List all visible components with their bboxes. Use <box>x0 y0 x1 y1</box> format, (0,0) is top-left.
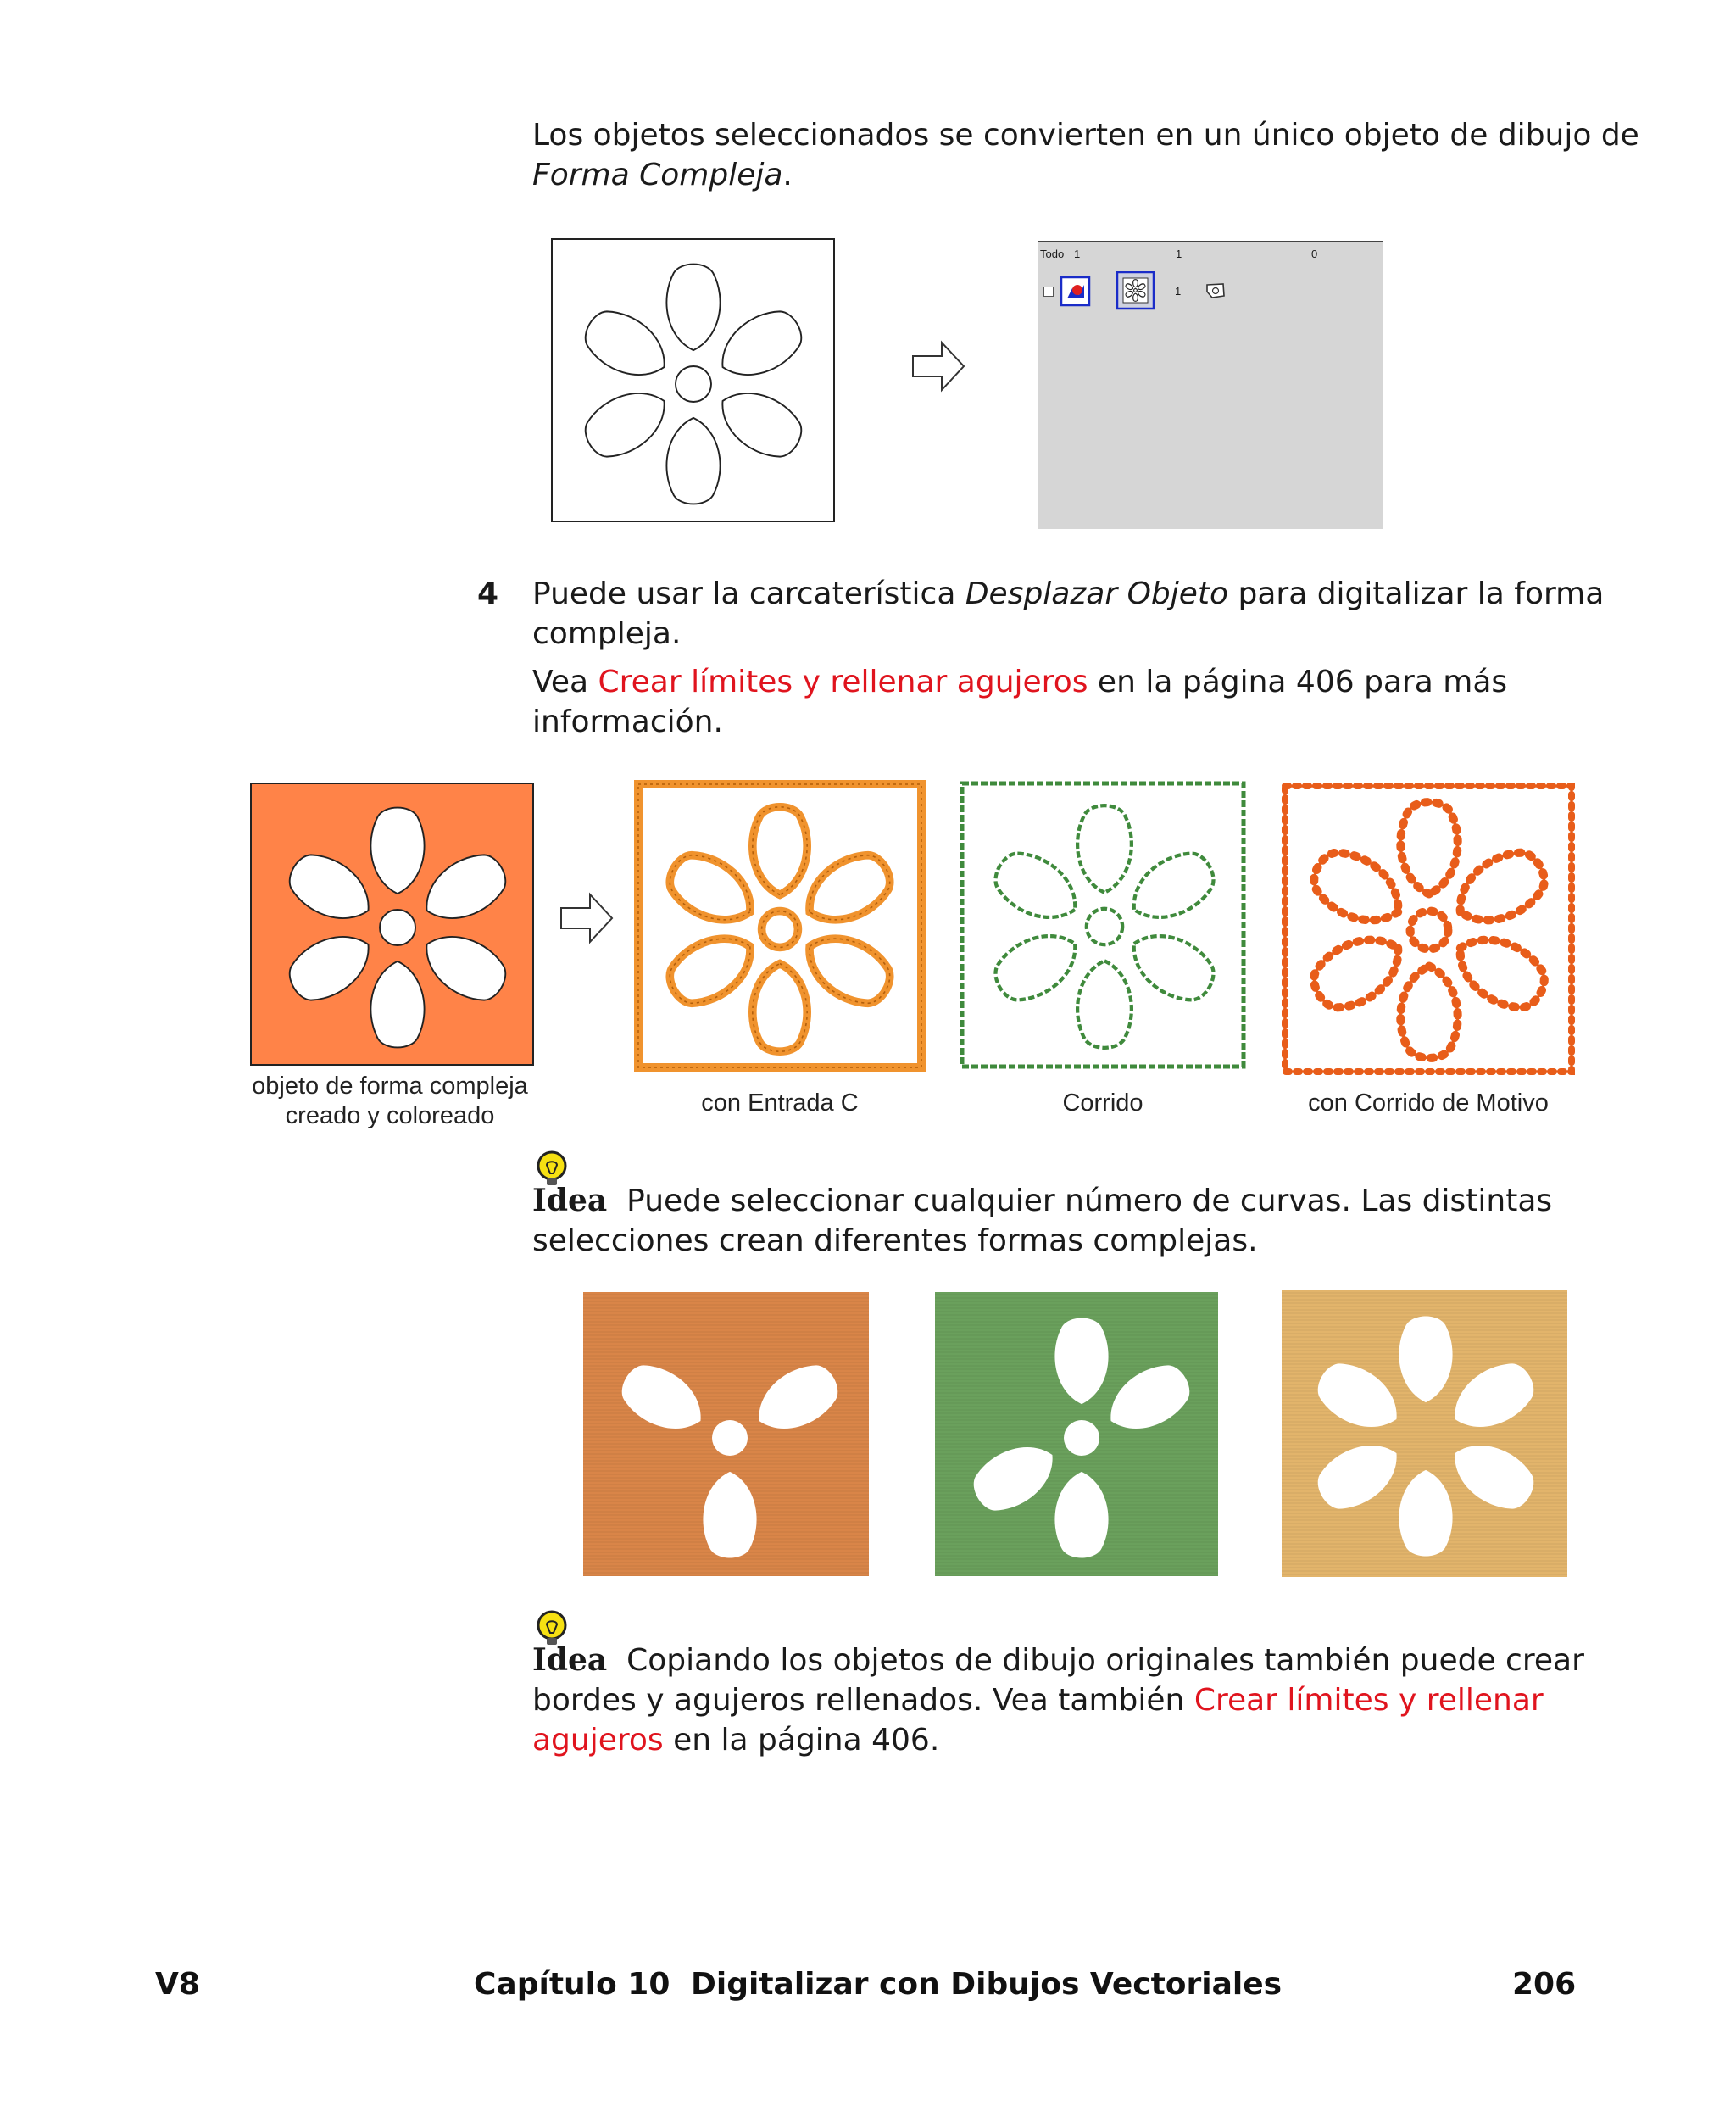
outline-flower-figure <box>551 238 836 523</box>
caption-complex-line-2: creado y coloreado <box>285 1102 495 1129</box>
shape-type-icon <box>1205 281 1227 300</box>
crear-limites-link-2[interactable]: Crear límites y rellenar <box>1194 1683 1544 1718</box>
footer-version: V8 <box>155 1967 200 2002</box>
complex-shape-term: Forma Compleja <box>532 158 783 192</box>
caption-complex-line-1: objeto de forma compleja <box>252 1072 528 1100</box>
footer-chapter: Capítulo 10 <box>474 1967 670 2002</box>
tip2-text-3: en la página 406. <box>663 1723 940 1758</box>
group-icon[interactable] <box>1060 276 1091 307</box>
panel-header-label: Todo <box>1040 248 1065 260</box>
tile-four-petals <box>935 1292 1218 1576</box>
step4-text-a: Puede usar la carcaterística <box>532 577 965 611</box>
tip2-text-1: Copiando los objetos de dibujo originales también puede crear <box>626 1643 1584 1678</box>
panel-header-col2: 1 <box>1176 248 1182 260</box>
caption-motif-run: con Corrido de Motivo <box>1308 1089 1549 1117</box>
tile-six-petals <box>1282 1290 1567 1577</box>
move-object-term: Desplazar Objeto <box>965 577 1229 611</box>
expand-checkbox[interactable] <box>1043 287 1054 297</box>
step4-see-line <box>532 662 1604 702</box>
run-stitch-figure <box>958 779 1248 1071</box>
tip2-line-3 <box>532 1720 1584 1760</box>
step4-text-b: para digitalizar la forma <box>1228 577 1605 611</box>
panel-header-col1: 1 <box>1074 248 1081 260</box>
caption-c-input: con Entrada C <box>701 1089 859 1117</box>
complex-shape-colored-figure <box>250 783 535 1067</box>
tip1-line-1 <box>532 1181 1552 1221</box>
tip1-paragraph <box>532 1181 1552 1261</box>
see-prefix: Vea <box>532 665 598 699</box>
caption-complex-shape <box>237 1072 542 1131</box>
tip2-label: Idea <box>532 1642 608 1678</box>
footer-page-number: 206 <box>1512 1967 1577 2002</box>
step4-paragraph <box>532 574 1604 742</box>
intro-paragraph <box>532 115 1639 195</box>
arrow-right-icon-2 <box>559 891 615 945</box>
tip1-line-2: selecciones crean diferentes formas complejas. <box>532 1223 1258 1258</box>
see-suffix: en la página 406 para más <box>1088 665 1508 699</box>
tile-three-petals <box>583 1292 869 1576</box>
intro-line-2 <box>532 155 1639 195</box>
crear-limites-link[interactable]: Crear límites y rellenar agujeros <box>598 665 1088 699</box>
agujeros-link[interactable]: agujeros <box>532 1723 664 1758</box>
row-count: 1 <box>1175 285 1182 298</box>
complex-shape-node-icon[interactable] <box>1116 271 1155 310</box>
panel-header-col3: 0 <box>1311 248 1318 260</box>
step4-line-1 <box>532 574 1604 614</box>
step4-see-line-2: información. <box>532 705 723 739</box>
tip1-text-1: Puede seleccionar cualquier número de curvas. Las distintas <box>626 1184 1553 1218</box>
period: . <box>782 158 793 192</box>
tip2-paragraph <box>532 1641 1584 1760</box>
tip2-line-2 <box>532 1680 1584 1720</box>
footer-chapter-title: Digitalizar con Dibujos Vectoriales <box>691 1967 1283 2002</box>
tip1-label: Idea <box>532 1183 608 1218</box>
step-number: 4 <box>477 577 499 611</box>
objects-panel <box>1038 241 1383 529</box>
caption-run: Corrido <box>1062 1089 1143 1117</box>
tip2-line-1 <box>532 1641 1584 1680</box>
step4-line-2: compleja. <box>532 616 682 651</box>
intro-line-1: Los objetos seleccionados se convierten en un único objeto de dibujo de <box>532 118 1639 153</box>
c-input-stitch-figure <box>632 777 928 1074</box>
arrow-right-icon <box>911 339 967 393</box>
motif-run-figure <box>1277 777 1580 1080</box>
tip2-text-2: bordes y agujeros rellenados. Vea también <box>532 1683 1194 1718</box>
